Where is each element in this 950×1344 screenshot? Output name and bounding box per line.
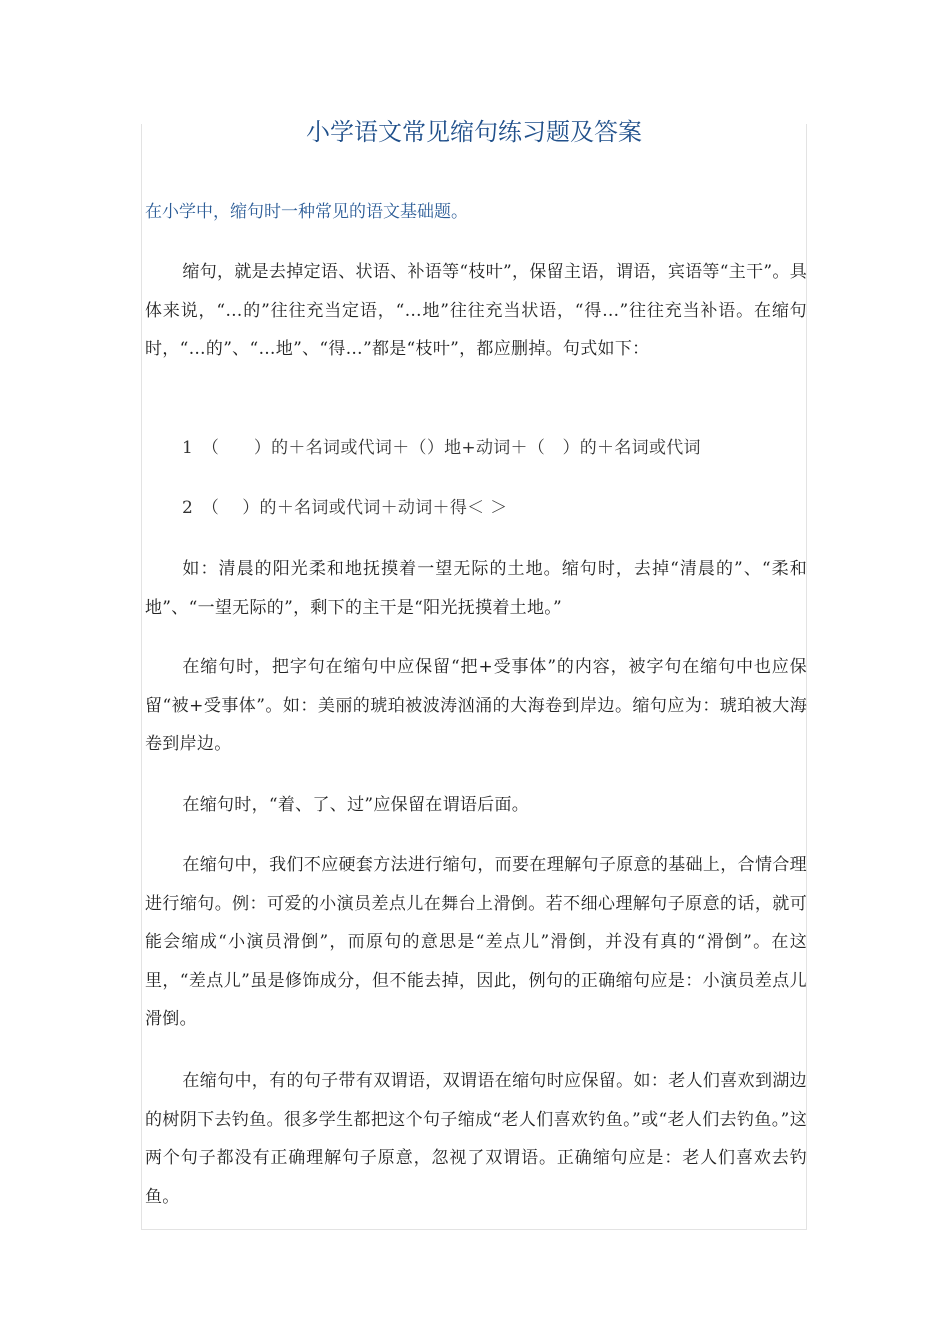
paragraph-understanding: 在缩句中，我们不应硬套方法进行缩句，而要在理解句子原意的基础上，合情合理进行缩句。例：可爱的小演员差点儿在舞台上滑倒。若不细心理解句子原意的话，就可能会缩成“小演员滑倒”，而原句的意思是“差点儿”滑倒，并没有真的“滑倒”。在这里，“差点儿”虽是修饰成分，但不能去掉，因此，例句的正确缩句应是：小演员差点儿滑倒。	[145, 855, 807, 1029]
paragraph-definition: 缩句，就是去掉定语、状语、补语等“枝叶”，保留主语，谓语，宾语等“主干”。具体来说，“…的”往往充当定语，“…地”往往充当状语，“得…”往往充当补语。在缩句时，“…的”、“…地”、“得…”都是“枝叶”，都应删掉。句式如下：	[145, 262, 807, 359]
pattern-line-2: 2 （ ）的＋名词或代词＋动词＋得＜ ＞	[182, 498, 508, 518]
paragraph-double-predicate: 在缩句中，有的句子带有双谓语，双谓语在缩句时应保留。如：老人们喜欢到湖边的树阴下去钓鱼。很多学生都把这个句子缩成“老人们喜欢钓鱼。”或“老人们去钓鱼。”这两个句子都没有正确理解句子原意，忽视了双谓语。正确缩句应是：老人们喜欢去钓鱼。	[145, 1071, 807, 1207]
paragraph-example: 如：清晨的阳光柔和地抚摸着一望无际的土地。缩句时，去掉“清晨的”、“柔和地”、“一望无际的”，剩下的主干是“阳光抚摸着土地。”	[145, 559, 807, 618]
intro-line: 在小学中，缩句时一种常见的语文基础题。	[145, 202, 468, 222]
paragraph-aspect-particles: 在缩句时，“着、了、过”应保留在谓语后面。	[182, 795, 530, 815]
pattern-line-1: 1 （ ）的＋名词或代词＋（）地+动词＋（ ）的＋名词或代词	[182, 438, 701, 458]
document-title: 小学语文常见缩句练习题及答案	[306, 118, 642, 146]
paragraph-ba-bei: 在缩句时，把字句在缩句中应保留“把+受事体”的内容，被字句在缩句中也应保留“被+受事体”。如：美丽的琥珀被波涛汹涌的大海卷到岸边。缩句应为：琥珀被大海卷到岸边。	[145, 657, 807, 754]
